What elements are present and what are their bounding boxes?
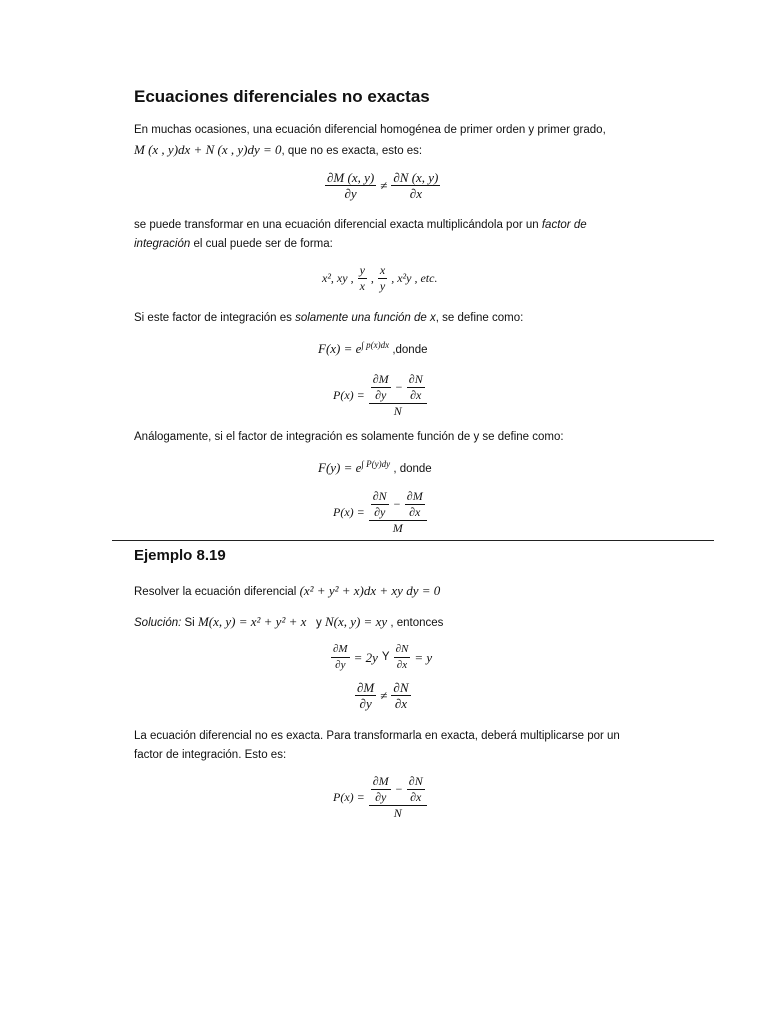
fraction-denominator: ∂x (396, 659, 408, 671)
factor-x-tail: , se define como: (435, 312, 524, 324)
fraction-denominator: ∂x (409, 505, 421, 519)
fx-tail: ,donde (389, 344, 428, 356)
factor-forms (322, 263, 437, 294)
fraction-denominator: ∂y (335, 659, 346, 671)
py-formula (333, 489, 427, 536)
dM-dy-value: = 2y (353, 649, 378, 665)
sub-fraction (371, 372, 391, 403)
dM-dy-fraction (325, 170, 376, 201)
solution-si: Si (181, 617, 198, 629)
minus-sign: − (394, 782, 403, 796)
integration-term: integración (134, 238, 191, 250)
fy-base: F(y) = e (318, 460, 362, 475)
dN-dx-value: = y (414, 649, 433, 665)
sub-fraction (405, 489, 425, 520)
fraction-numerator: ∂N (395, 643, 409, 655)
solution-M: M(x, y) = x² + y² + x (197, 614, 307, 629)
minus-sign: − (392, 497, 401, 511)
py-main-fraction (369, 489, 427, 536)
px-formula (333, 372, 427, 419)
and-word: Y (381, 651, 390, 663)
sub-fraction (371, 774, 391, 805)
intro-equation: M (x , y)dx + N (x , y)dy = 0 (134, 142, 282, 157)
px-denominator: N (393, 806, 402, 820)
solution-tail: , entonces (387, 617, 444, 629)
px-numerator (369, 774, 427, 805)
factor-term: factor de (541, 219, 587, 231)
fraction-denominator: ∂x (410, 790, 422, 804)
solution-line (134, 612, 443, 633)
px-denominator: N (393, 404, 402, 418)
fraction-numerator: ∂M (372, 372, 389, 386)
factor-x-line (134, 309, 523, 328)
dN-dx-fraction (391, 170, 440, 201)
fraction-denominator: ∂y (359, 696, 372, 711)
py-numerator (369, 489, 427, 520)
solution-and: y (315, 617, 322, 629)
not-equal-sign: ≠ (380, 177, 388, 193)
example-inequality (355, 680, 411, 711)
inexact-inequality (325, 170, 440, 201)
px-numerator (369, 372, 427, 403)
fraction-numerator: y (359, 263, 365, 277)
dN-dx-fraction (391, 680, 410, 711)
partials-row (331, 642, 432, 673)
section-divider (112, 540, 714, 541)
px-main-fraction (369, 774, 427, 821)
fx-base: F(x) = e (318, 341, 362, 356)
transform-line-1 (134, 216, 587, 235)
statement-text: Resolver la ecuación diferencial (134, 586, 300, 598)
example-title: Ejemplo 8.19 (134, 547, 226, 564)
fraction-numerator: ∂M (357, 680, 375, 695)
intro-tail: , que no es exacta, esto es: (281, 145, 423, 157)
transform-text: se puede transformar en una ecuación diferencial exacta multiplicándola por un (134, 219, 542, 231)
fraction-denominator: x (359, 279, 365, 293)
fraction-numerator: ∂M (372, 774, 389, 788)
fx-equation (318, 340, 428, 360)
forms-part-1: x², xy , (322, 271, 354, 285)
fraction-numerator: ∂M (406, 489, 423, 503)
fraction-denominator: ∂x (394, 696, 408, 711)
sub-fraction (407, 372, 425, 403)
fraction-numerator: ∂N (393, 680, 409, 695)
px-main-fraction (369, 372, 427, 419)
fy-tail: , donde (390, 463, 432, 475)
analog-line: Análogamente, si el factor de integración es solamente función de y se define como: (134, 431, 564, 443)
py-label: P(x) = (333, 505, 365, 519)
factor-x-text: Si este factor de integración es (134, 312, 296, 324)
fraction-numerator: ∂M (x, y) (327, 170, 375, 185)
solution-label: Solución: (134, 617, 182, 629)
dM-dy-fraction (355, 680, 376, 711)
py-denominator: M (392, 521, 403, 535)
fy-exponent: ∫ P(y)dy (361, 459, 391, 469)
y-over-x (358, 263, 367, 294)
dN-dx (394, 642, 411, 673)
fraction-numerator: ∂M (333, 643, 348, 655)
factor-x-emphasis: solamente una función de x (295, 312, 436, 324)
statement-equation: (x² + y² + x)dx + xy dy = 0 (299, 583, 441, 598)
x-over-y (378, 263, 387, 294)
fraction-denominator: ∂y (375, 790, 387, 804)
sub-fraction (371, 489, 389, 520)
fraction-numerator: ∂N (408, 774, 423, 788)
fraction-numerator: ∂N (x, y) (393, 170, 439, 185)
dM-dy (331, 642, 350, 673)
conclusion-line-1: La ecuación diferencial no es exacta. Para transformarla en exacta, deberá multiplicarse por un (134, 730, 620, 742)
fraction-numerator: ∂N (408, 372, 423, 386)
fraction-denominator: ∂y (374, 505, 386, 519)
example-px-formula (333, 774, 427, 821)
minus-sign: − (394, 380, 403, 394)
fraction-denominator: ∂y (375, 388, 387, 402)
conclusion-line-2: factor de integración. Esto es: (134, 749, 287, 761)
transform-tail: el cual puede ser de forma: (190, 238, 333, 250)
fx-exponent: ∫ p(x)dx (361, 340, 390, 350)
fraction-denominator: ∂x (410, 388, 422, 402)
fraction-denominator: ∂y (344, 186, 357, 201)
fraction-numerator: ∂N (372, 489, 387, 503)
not-equal-sign: ≠ (380, 687, 388, 703)
sub-fraction (407, 774, 425, 805)
fraction-numerator: x (379, 263, 386, 277)
fraction-denominator: y (379, 279, 386, 293)
fy-equation (318, 459, 432, 479)
px-label: P(x) = (333, 388, 365, 402)
forms-part-2: , x²y , etc. (391, 271, 438, 285)
intro-line-1: En muchas ocasiones, una ecuación diferencial homogénea de primer orden y primer grado, (134, 124, 606, 136)
example-statement (134, 581, 440, 602)
transform-line-2 (134, 235, 333, 254)
section-title: Ecuaciones diferenciales no exactas (134, 87, 430, 106)
separator: , (370, 271, 374, 285)
solution-N: N(x, y) = xy (324, 614, 388, 629)
intro-line-2 (134, 140, 422, 161)
px-label: P(x) = (333, 790, 365, 804)
fraction-denominator: ∂x (409, 186, 422, 201)
